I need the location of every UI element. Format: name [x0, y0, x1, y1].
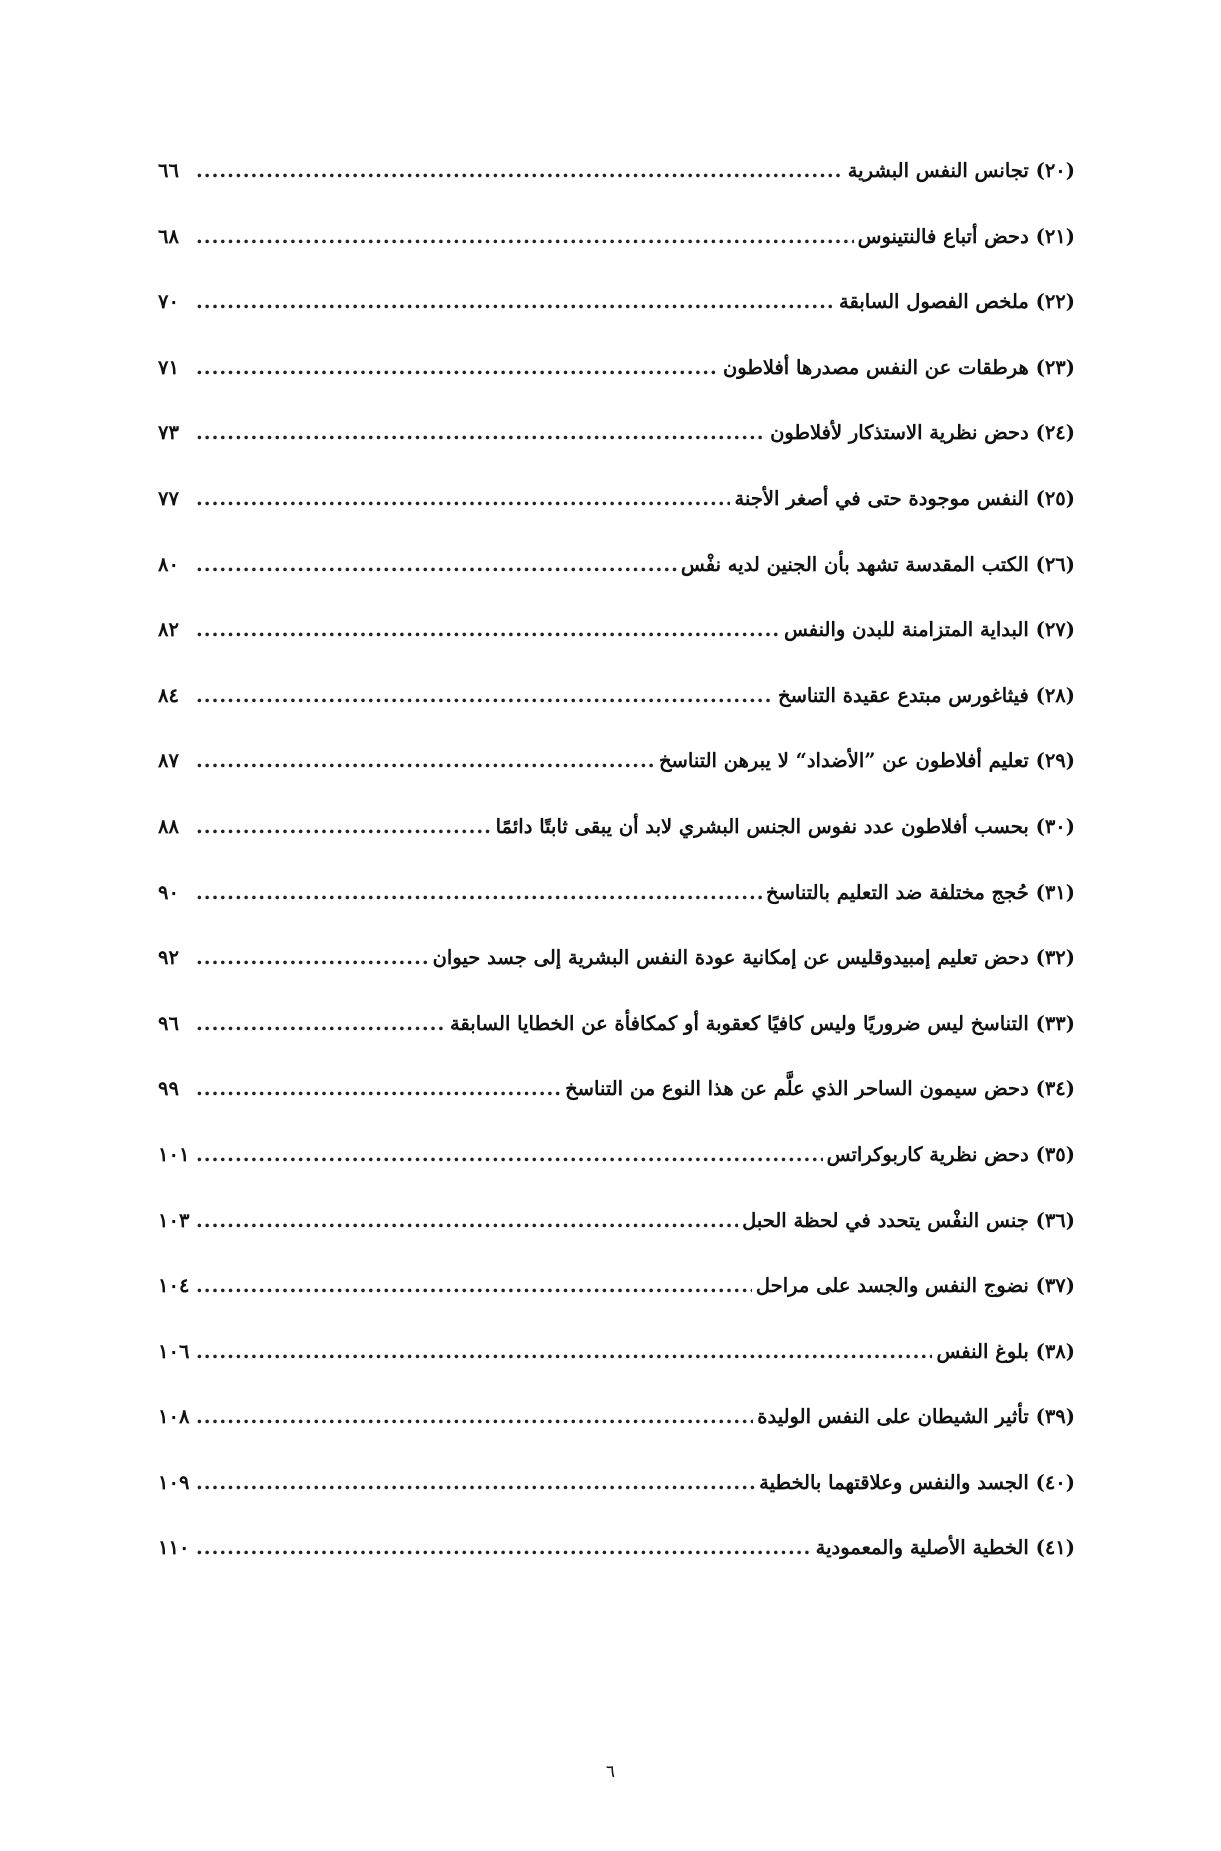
dot-leader	[196, 550, 677, 580]
dot-leader	[196, 1533, 812, 1563]
toc-entry-page-number: ١٠١	[158, 1142, 190, 1166]
dot-leader	[196, 1402, 753, 1432]
toc-entry-page-number: ٦٨	[158, 224, 179, 248]
toc-entry[interactable]	[158, 484, 1075, 550]
toc-entry-title: (٢٣) هرطقات عن النفس مصدرها أفلاطون	[722, 355, 1075, 379]
toc-entry[interactable]	[158, 1206, 1075, 1272]
table-of-contents	[158, 156, 1075, 1599]
dot-leader	[196, 943, 429, 973]
dot-leader	[196, 1140, 823, 1170]
toc-entry-title: (٣١) حُجج مختلفة ضد التعليم بالتناسخ	[766, 880, 1075, 904]
toc-entry-title: (٣٣) التناسخ ليس ضروريًا وليس كافيًا كعقوبة أو كمكافأة عن الخطايا السابقة	[449, 1011, 1075, 1035]
toc-entry-title: (٣٨) بلوغ النفس	[936, 1339, 1075, 1363]
toc-entry-title: (٢٦) الكتب المقدسة تشهد بأن الجنين لديه نفْس	[680, 552, 1075, 576]
toc-entry[interactable]	[158, 1140, 1075, 1206]
dot-leader	[196, 615, 780, 645]
toc-entry-page-number: ٨٠	[158, 552, 179, 576]
toc-entry-page-number: ١١٠	[158, 1536, 190, 1560]
toc-entry-page-number: ٨٧	[158, 749, 179, 773]
dot-leader	[196, 156, 844, 186]
toc-entry-page-number: ٩٠	[158, 880, 179, 904]
toc-entry[interactable]	[158, 1337, 1075, 1403]
toc-entry-title: (٢١) دحض أتباع فالنتينوس	[857, 224, 1075, 248]
toc-entry[interactable]	[158, 681, 1075, 747]
toc-entry-page-number: ٨٨	[158, 814, 179, 838]
toc-entry[interactable]	[158, 1271, 1075, 1337]
toc-entry[interactable]	[158, 418, 1075, 484]
toc-entry-page-number: ٨٢	[158, 618, 179, 642]
dot-leader	[196, 812, 492, 842]
dot-leader	[196, 222, 854, 252]
toc-entry[interactable]	[158, 1468, 1075, 1534]
toc-entry-title: (٢٤) دحض نظرية الاستذكار لأفلاطون	[770, 421, 1075, 445]
dot-leader	[196, 878, 762, 908]
toc-entry-page-number: ١٠٦	[158, 1339, 190, 1363]
toc-entry[interactable]	[158, 1533, 1075, 1599]
page-number: ٦	[605, 1762, 616, 1782]
toc-entry[interactable]	[158, 1009, 1075, 1075]
toc-entry-title: (٣٩) تأثير الشيطان على النفس الوليدة	[757, 1405, 1075, 1429]
toc-entry-page-number: ٧٧	[158, 486, 179, 510]
dot-leader	[196, 1206, 738, 1236]
toc-entry-title: (٢٥) النفس موجودة حتى في أصغر الأجنة	[734, 486, 1075, 510]
toc-entry-title: (٢٠) تجانس النفس البشرية	[847, 159, 1075, 182]
toc-entry-page-number: ٩٦	[158, 1011, 179, 1035]
toc-entry-title: (٢٩) تعليم أفلاطون عن ”الأضداد“ لا يبرهن التناسخ	[658, 749, 1075, 773]
toc-entry[interactable]	[158, 812, 1075, 878]
dot-leader	[196, 681, 774, 711]
toc-entry-page-number: ١٠٤	[158, 1274, 190, 1298]
toc-entry-title: (٣٢) دحض تعليم إمبيدوقليس عن إمكانية عودة النفس البشرية إلى جسد حيوان	[432, 946, 1075, 970]
toc-entry-title: (٢٨) فيثاغورس مبتدع عقيدة التناسخ	[777, 683, 1075, 707]
dot-leader	[196, 353, 719, 383]
toc-entry-page-number: ١٠٩	[158, 1470, 190, 1494]
toc-entry-title: (٤٠) الجسد والنفس وعلاقتهما بالخطية	[759, 1470, 1075, 1494]
dot-leader	[196, 1074, 561, 1104]
toc-entry[interactable]	[158, 1074, 1075, 1140]
toc-entry-title: (٣٠) بحسب أفلاطون عدد نفوس الجنس البشري لابد أن يبقى ثابتًا دائمًا	[495, 814, 1075, 838]
toc-entry-page-number: ٩٩	[158, 1077, 179, 1101]
toc-entry-title: (٣٤) دحض سيمون الساحر الذي علَّم عن هذا النوع من التناسخ	[565, 1077, 1075, 1101]
dot-leader	[196, 1271, 752, 1301]
toc-entry-page-number: ٨٤	[158, 683, 179, 707]
toc-entry-title: (٣٥) دحض نظرية كاربوكراتس	[826, 1142, 1075, 1166]
toc-entry[interactable]	[158, 353, 1075, 419]
toc-entry-page-number: ٦٦	[158, 159, 179, 182]
toc-entry[interactable]	[158, 615, 1075, 681]
dot-leader	[196, 1337, 932, 1367]
toc-entry-page-number: ١٠٣	[158, 1208, 190, 1232]
toc-entry-title: (٢٢) ملخص الفصول السابقة	[839, 290, 1075, 314]
toc-entry-page-number: ٧٣	[158, 421, 179, 445]
dot-leader	[196, 1009, 446, 1039]
toc-entry[interactable]	[158, 943, 1075, 1009]
dot-leader	[196, 1468, 755, 1498]
toc-entry-title: (٣٧) نضوج النفس والجسد على مراحل	[755, 1274, 1075, 1298]
toc-entry-title: (٤١) الخطية الأصلية والمعمودية	[815, 1536, 1075, 1560]
toc-entry-page-number: ٧١	[158, 355, 179, 379]
toc-entry[interactable]	[158, 746, 1075, 812]
dot-leader	[196, 484, 730, 514]
toc-entry-page-number: ٩٢	[158, 946, 179, 970]
toc-entry-title: (٣٦) جنس النفْس يتحدد في لحظة الحبل	[742, 1208, 1075, 1232]
toc-entry[interactable]	[158, 222, 1075, 288]
dot-leader	[196, 287, 835, 317]
dot-leader	[196, 418, 766, 448]
toc-entry[interactable]	[158, 550, 1075, 616]
toc-entry-page-number: ٧٠	[158, 290, 179, 314]
toc-entry-page-number: ١٠٨	[158, 1405, 190, 1429]
toc-entry[interactable]	[158, 1402, 1075, 1468]
toc-entry-title: (٢٧) البداية المتزامنة للبدن والنفس	[783, 618, 1075, 642]
toc-entry[interactable]	[158, 287, 1075, 353]
toc-entry[interactable]	[158, 878, 1075, 944]
toc-entry[interactable]	[158, 156, 1075, 222]
dot-leader	[196, 746, 655, 776]
